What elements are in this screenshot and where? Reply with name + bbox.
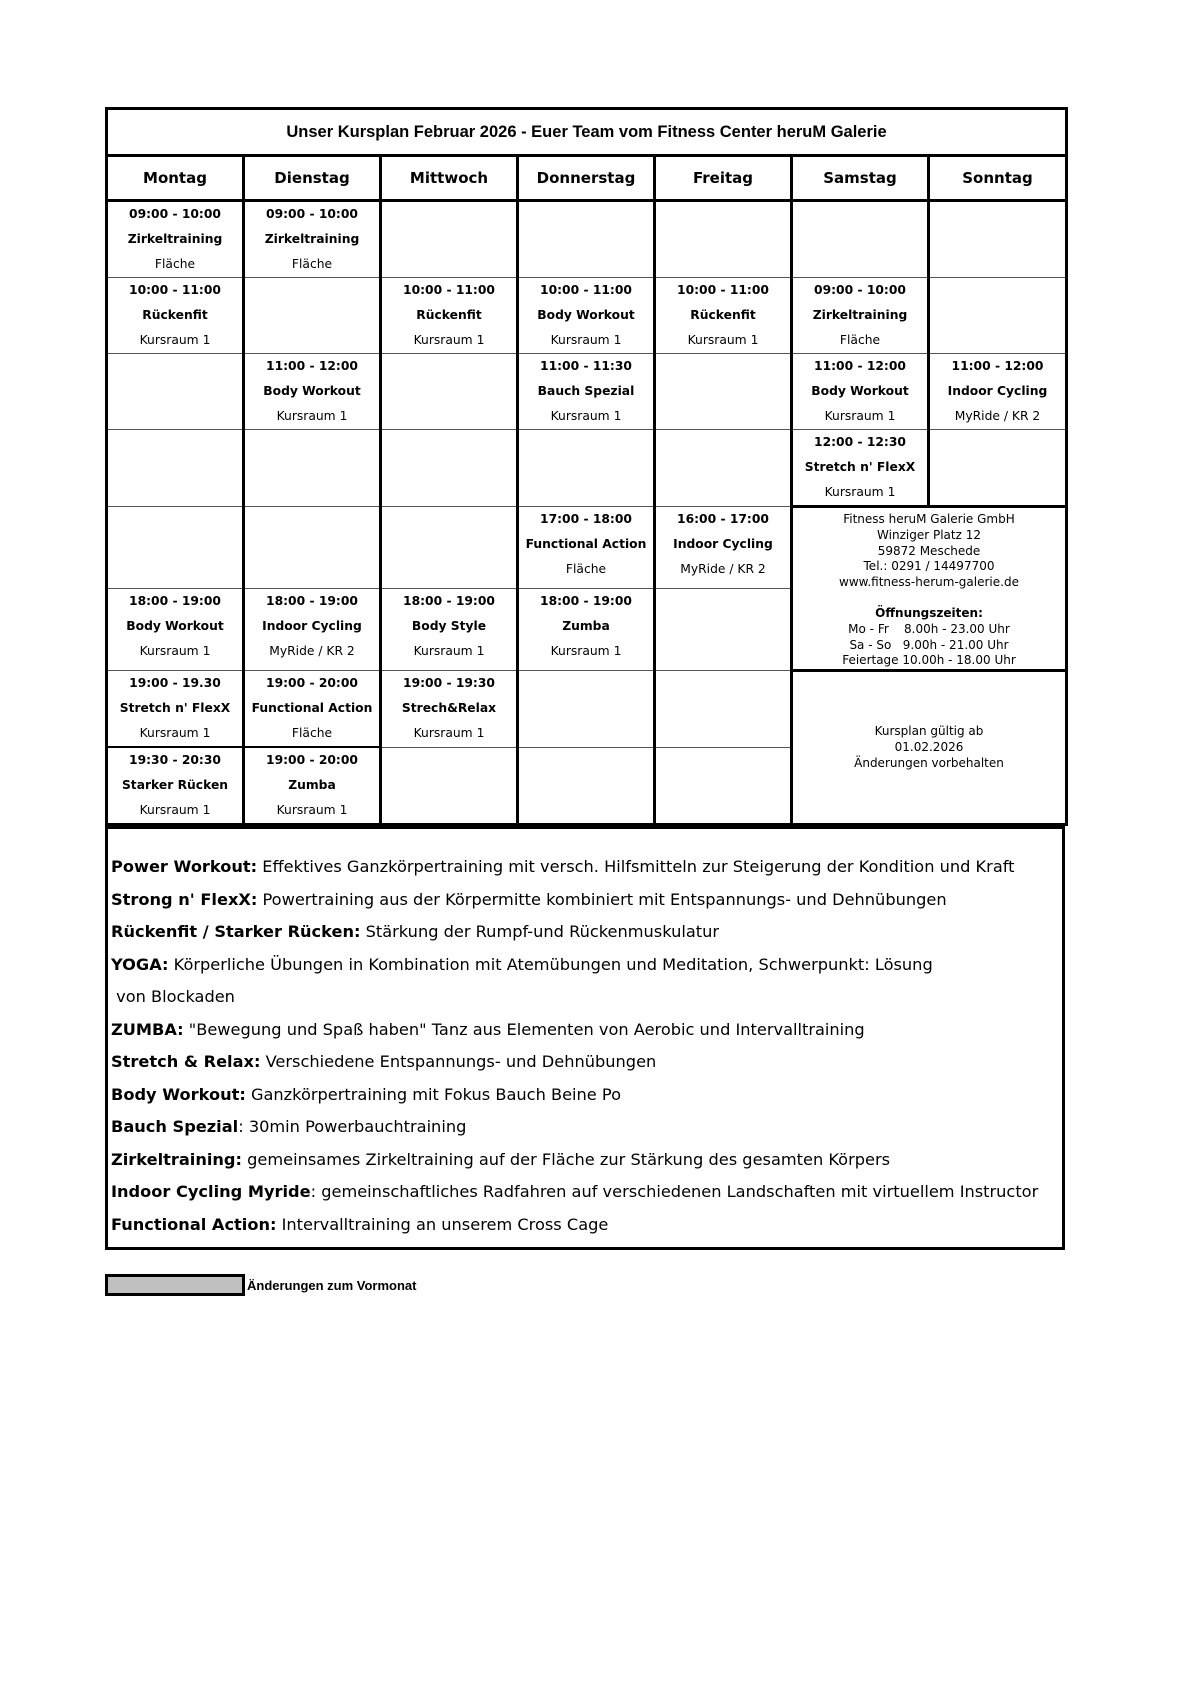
slot-course: Starker Rücken bbox=[121, 778, 229, 793]
course-slot-empty bbox=[518, 430, 655, 507]
description-item bbox=[111, 1111, 1062, 1144]
day-header-mittwoch: Mittwoch bbox=[381, 156, 518, 201]
course-slot bbox=[929, 354, 1067, 430]
slot-time: 09:00 - 10:00 bbox=[129, 207, 221, 221]
description-term: YOGA: bbox=[111, 954, 169, 974]
slot-room: Kursraum 1 bbox=[139, 333, 211, 347]
slot-time: 16:00 - 17:00 bbox=[677, 512, 769, 526]
slot-course: Rückenfit bbox=[142, 308, 208, 322]
opening-hours-weekdays: Mo - Fr 8.00h - 23.00 Uhr bbox=[848, 621, 1010, 636]
slot-course: Indoor Cycling bbox=[673, 537, 773, 551]
slot-course: Body Style bbox=[411, 619, 487, 634]
slot-room: MyRide / KR 2 bbox=[954, 409, 1041, 423]
course-slot bbox=[107, 201, 244, 278]
course-slot bbox=[381, 589, 518, 671]
slot-time: 19:30 - 20:30 bbox=[129, 753, 221, 768]
description-term: ZUMBA: bbox=[111, 1019, 184, 1039]
slot-course: Zirkeltraining bbox=[127, 232, 223, 246]
slot-room: MyRide / KR 2 bbox=[680, 562, 766, 576]
description-term: Power Workout: bbox=[111, 857, 258, 876]
slot-time: 18:00 - 19:00 bbox=[540, 594, 632, 609]
description-text: Intervalltraining an unserem Cross Cage bbox=[276, 1214, 609, 1234]
description-text: von Blockaden bbox=[111, 987, 235, 1006]
course-slot-empty bbox=[381, 507, 518, 589]
description-item bbox=[111, 1144, 1062, 1177]
validity-label: Kursplan gültig ab bbox=[874, 723, 984, 738]
description-item bbox=[111, 916, 1062, 949]
schedule-row bbox=[107, 430, 1067, 507]
slot-course: Indoor Cycling bbox=[947, 384, 1048, 398]
changes-reserved-note: Änderungen vorbehalten bbox=[854, 755, 1004, 770]
description-item bbox=[111, 851, 1062, 884]
city-address: 59872 Meschede bbox=[877, 543, 981, 558]
description-item bbox=[111, 1209, 1062, 1242]
validity-date: 01.02.2026 bbox=[894, 739, 964, 754]
website-link[interactable]: www.fitness-herum-galerie.de bbox=[839, 575, 1019, 590]
course-slot-empty bbox=[655, 430, 792, 507]
street-address: Winziger Platz 12 bbox=[877, 527, 981, 542]
slot-course: Strech&Relax bbox=[401, 701, 497, 716]
studio-info-box bbox=[792, 507, 1067, 671]
course-slot-empty bbox=[381, 430, 518, 507]
slot-time: 11:00 - 12:00 bbox=[951, 359, 1044, 373]
schedule-row bbox=[107, 507, 1067, 589]
slot-course: Indoor Cycling bbox=[262, 619, 362, 634]
course-slot-empty bbox=[518, 201, 655, 278]
course-schedule-table bbox=[105, 107, 1068, 826]
course-slot-empty bbox=[107, 430, 244, 507]
day-header-dienstag: Dienstag bbox=[244, 156, 381, 201]
course-descriptions-box bbox=[105, 826, 1065, 1250]
course-slot bbox=[107, 278, 244, 354]
course-descriptions-list bbox=[111, 851, 1062, 1241]
slot-room: Kursraum 1 bbox=[139, 644, 211, 659]
description-text: Ganzkörpertraining mit Fokus Bauch Beine Po bbox=[245, 1084, 621, 1104]
description-text: : 30min Powerbauchtraining bbox=[238, 1117, 467, 1136]
slot-time: 18:00 - 19:00 bbox=[266, 594, 358, 609]
slot-room: Kursraum 1 bbox=[550, 409, 622, 423]
opening-hours-holidays: Feiertage 10.00h - 18.00 Uhr bbox=[842, 653, 1016, 668]
description-item bbox=[111, 1079, 1062, 1112]
slot-room: Kursraum 1 bbox=[550, 644, 622, 659]
slot-course: Zumba bbox=[288, 778, 336, 793]
slot-course: Stretch n' FlexX bbox=[119, 701, 231, 716]
course-slot-empty bbox=[655, 589, 792, 671]
course-slot-empty bbox=[107, 354, 244, 430]
description-text: Verschiedene Entspannungs- und Dehnübungen bbox=[260, 1052, 657, 1071]
slot-time: 10:00 - 11:00 bbox=[403, 283, 495, 297]
course-slot-empty bbox=[244, 507, 381, 589]
slot-time: 10:00 - 11:00 bbox=[540, 283, 632, 297]
course-slot bbox=[244, 354, 381, 430]
course-slot-empty bbox=[107, 507, 244, 589]
course-slot bbox=[792, 430, 929, 507]
description-item bbox=[111, 1176, 1062, 1209]
description-item-continuation bbox=[111, 981, 1062, 1014]
description-text: Körperliche Übungen in Kombination mit Atemübungen und Meditation, Schwerpunkt: Lösung bbox=[168, 954, 933, 974]
slot-room: Kursraum 1 bbox=[413, 333, 485, 347]
slot-room: Kursraum 1 bbox=[276, 409, 348, 423]
slot-course: Body Workout bbox=[263, 384, 361, 398]
slot-room: MyRide / KR 2 bbox=[269, 644, 355, 659]
description-text: : gemeinschaftliches Radfahren auf verschiedenen Landschaften mit virtuellem Instructor bbox=[310, 1182, 1039, 1201]
slot-course: Functional Action bbox=[251, 701, 373, 716]
course-slot bbox=[792, 354, 929, 430]
slot-course: Bauch Spezial bbox=[537, 384, 635, 398]
course-slot bbox=[518, 278, 655, 354]
slot-room: Kursraum 1 bbox=[824, 485, 896, 499]
slot-time: 19:00 - 20:00 bbox=[266, 753, 358, 768]
course-slot bbox=[381, 278, 518, 354]
course-slot bbox=[244, 589, 381, 671]
course-slot bbox=[244, 747, 381, 825]
slot-course: Zirkeltraining bbox=[812, 308, 908, 322]
course-slot bbox=[792, 278, 929, 354]
description-term: Rückenfit / Starker Rücken: bbox=[111, 922, 361, 941]
day-header-row bbox=[107, 156, 1067, 201]
phone-number: Tel.: 0291 / 14497700 bbox=[863, 559, 995, 574]
course-slot-empty bbox=[655, 201, 792, 278]
day-header-samstag: Samstag bbox=[792, 156, 929, 201]
description-item bbox=[111, 884, 1062, 917]
slot-room: Kursraum 1 bbox=[413, 644, 485, 659]
changes-color-swatch bbox=[105, 1274, 245, 1296]
course-slot bbox=[655, 278, 792, 354]
course-slot bbox=[381, 671, 518, 748]
schedule-row bbox=[107, 278, 1067, 354]
course-slot-empty bbox=[381, 201, 518, 278]
slot-time: 19:00 - 19.30 bbox=[129, 676, 221, 691]
course-slot bbox=[244, 201, 381, 278]
course-slot-empty bbox=[655, 354, 792, 430]
description-term: Stretch & Relax: bbox=[111, 1052, 261, 1071]
slot-time: 11:00 - 12:00 bbox=[266, 359, 358, 373]
slot-room: Fläche bbox=[839, 333, 881, 347]
slot-time: 09:00 - 10:00 bbox=[266, 207, 358, 221]
slot-course: Stretch n' FlexX bbox=[804, 460, 916, 474]
slot-course: Zirkeltraining bbox=[264, 232, 360, 246]
course-slot-empty bbox=[381, 354, 518, 430]
schedule-row bbox=[107, 671, 1067, 748]
opening-hours-title: Öffnungszeiten: bbox=[875, 605, 983, 620]
course-slot-empty bbox=[244, 278, 381, 354]
schedule-row bbox=[107, 354, 1067, 430]
course-slot-empty bbox=[518, 671, 655, 748]
course-slot-empty bbox=[655, 671, 792, 748]
slot-room: Kursraum 1 bbox=[139, 726, 211, 741]
validity-box bbox=[792, 671, 1067, 825]
course-slot-empty bbox=[381, 747, 518, 825]
slot-time: 19:00 - 20:00 bbox=[266, 676, 358, 691]
slot-time: 09:00 - 10:00 bbox=[814, 283, 906, 297]
slot-course: Rückenfit bbox=[416, 308, 482, 322]
slot-time: 10:00 - 11:00 bbox=[677, 283, 769, 297]
course-slot bbox=[244, 671, 381, 748]
opening-hours-weekend: Sa - So 9.00h - 21.00 Uhr bbox=[849, 637, 1009, 652]
slot-room: Fläche bbox=[291, 726, 333, 741]
course-slot-empty bbox=[655, 747, 792, 825]
slot-course: Rückenfit bbox=[690, 308, 756, 322]
slot-time: 18:00 - 19:00 bbox=[403, 594, 495, 609]
description-term: Body Workout: bbox=[111, 1084, 246, 1104]
description-text: Stärkung der Rumpf-und Rückenmuskulatur bbox=[360, 922, 720, 941]
description-text: Effektives Ganzkörpertraining mit versch. Hilfsmitteln zur Steigerung der Kondition und Kraft bbox=[257, 857, 1015, 876]
description-text: Powertraining aus der Körpermitte kombiniert mit Entspannungs- und Dehnübungen bbox=[257, 889, 947, 909]
course-slot-empty bbox=[929, 430, 1067, 507]
slot-room: Fläche bbox=[154, 257, 196, 271]
legend bbox=[105, 1274, 416, 1296]
description-term: Functional Action: bbox=[111, 1214, 277, 1234]
course-slot-empty bbox=[244, 430, 381, 507]
slot-time: 10:00 - 11:00 bbox=[129, 283, 221, 297]
day-header-montag: Montag bbox=[107, 156, 244, 201]
description-text: "Bewegung und Spaß haben" Tanz aus Elementen von Aerobic und Intervalltraining bbox=[183, 1019, 865, 1039]
slot-time: 19:00 - 19:30 bbox=[403, 676, 495, 691]
description-term: Bauch Spezial bbox=[111, 1117, 239, 1136]
slot-room: Fläche bbox=[291, 257, 333, 271]
slot-room: Kursraum 1 bbox=[276, 803, 348, 818]
course-slot-empty bbox=[792, 201, 929, 278]
slot-room: Kursraum 1 bbox=[413, 726, 485, 741]
course-slot bbox=[518, 507, 655, 589]
slot-time: 17:00 - 18:00 bbox=[540, 512, 632, 526]
day-header-donnerstag: Donnerstag bbox=[518, 156, 655, 201]
description-item bbox=[111, 1046, 1062, 1079]
description-term: Strong n' FlexX: bbox=[111, 889, 258, 909]
course-slot-empty bbox=[518, 747, 655, 825]
course-slot bbox=[107, 589, 244, 671]
slot-room: Kursraum 1 bbox=[824, 409, 896, 423]
course-slot-empty bbox=[929, 201, 1067, 278]
spacer bbox=[793, 591, 1065, 606]
slot-course: Zumba bbox=[562, 619, 610, 634]
company-name: Fitness heruM Galerie GmbH bbox=[843, 512, 1015, 526]
course-slot bbox=[107, 671, 244, 748]
description-item bbox=[111, 1014, 1062, 1047]
course-slot bbox=[518, 354, 655, 430]
slot-time: 11:00 - 12:00 bbox=[814, 359, 906, 373]
slot-course: Body Workout bbox=[811, 384, 909, 398]
slot-room: Fläche bbox=[565, 562, 607, 576]
course-slot bbox=[518, 589, 655, 671]
slot-course: Functional Action bbox=[525, 537, 647, 551]
slot-room: Kursraum 1 bbox=[550, 333, 622, 347]
course-slot-empty bbox=[929, 278, 1067, 354]
day-header-sonntag: Sonntag bbox=[929, 156, 1067, 201]
schedule-title: Unser Kursplan Februar 2026 - Euer Team vom Fitness Center heruM Galerie bbox=[107, 109, 1067, 156]
schedule-row bbox=[107, 201, 1067, 278]
course-slot bbox=[107, 747, 244, 825]
legend-label: Änderungen zum Vormonat bbox=[247, 1277, 417, 1293]
slot-time: 12:00 - 12:30 bbox=[814, 435, 906, 449]
course-slot bbox=[655, 507, 792, 589]
description-item bbox=[111, 949, 1062, 982]
slot-time: 11:00 - 11:30 bbox=[540, 359, 632, 373]
slot-course: Body Workout bbox=[537, 308, 635, 322]
slot-time: 18:00 - 19:00 bbox=[129, 594, 221, 609]
slot-room: Kursraum 1 bbox=[687, 333, 759, 347]
slot-course: Body Workout bbox=[126, 619, 224, 634]
description-text: gemeinsames Zirkeltraining auf der Fläche zur Stärkung des gesamten Körpers bbox=[241, 1149, 891, 1169]
description-term: Indoor Cycling Myride bbox=[111, 1182, 311, 1201]
slot-room: Kursraum 1 bbox=[139, 803, 211, 818]
description-term: Zirkeltraining: bbox=[111, 1149, 242, 1169]
day-header-freitag: Freitag bbox=[655, 156, 792, 201]
